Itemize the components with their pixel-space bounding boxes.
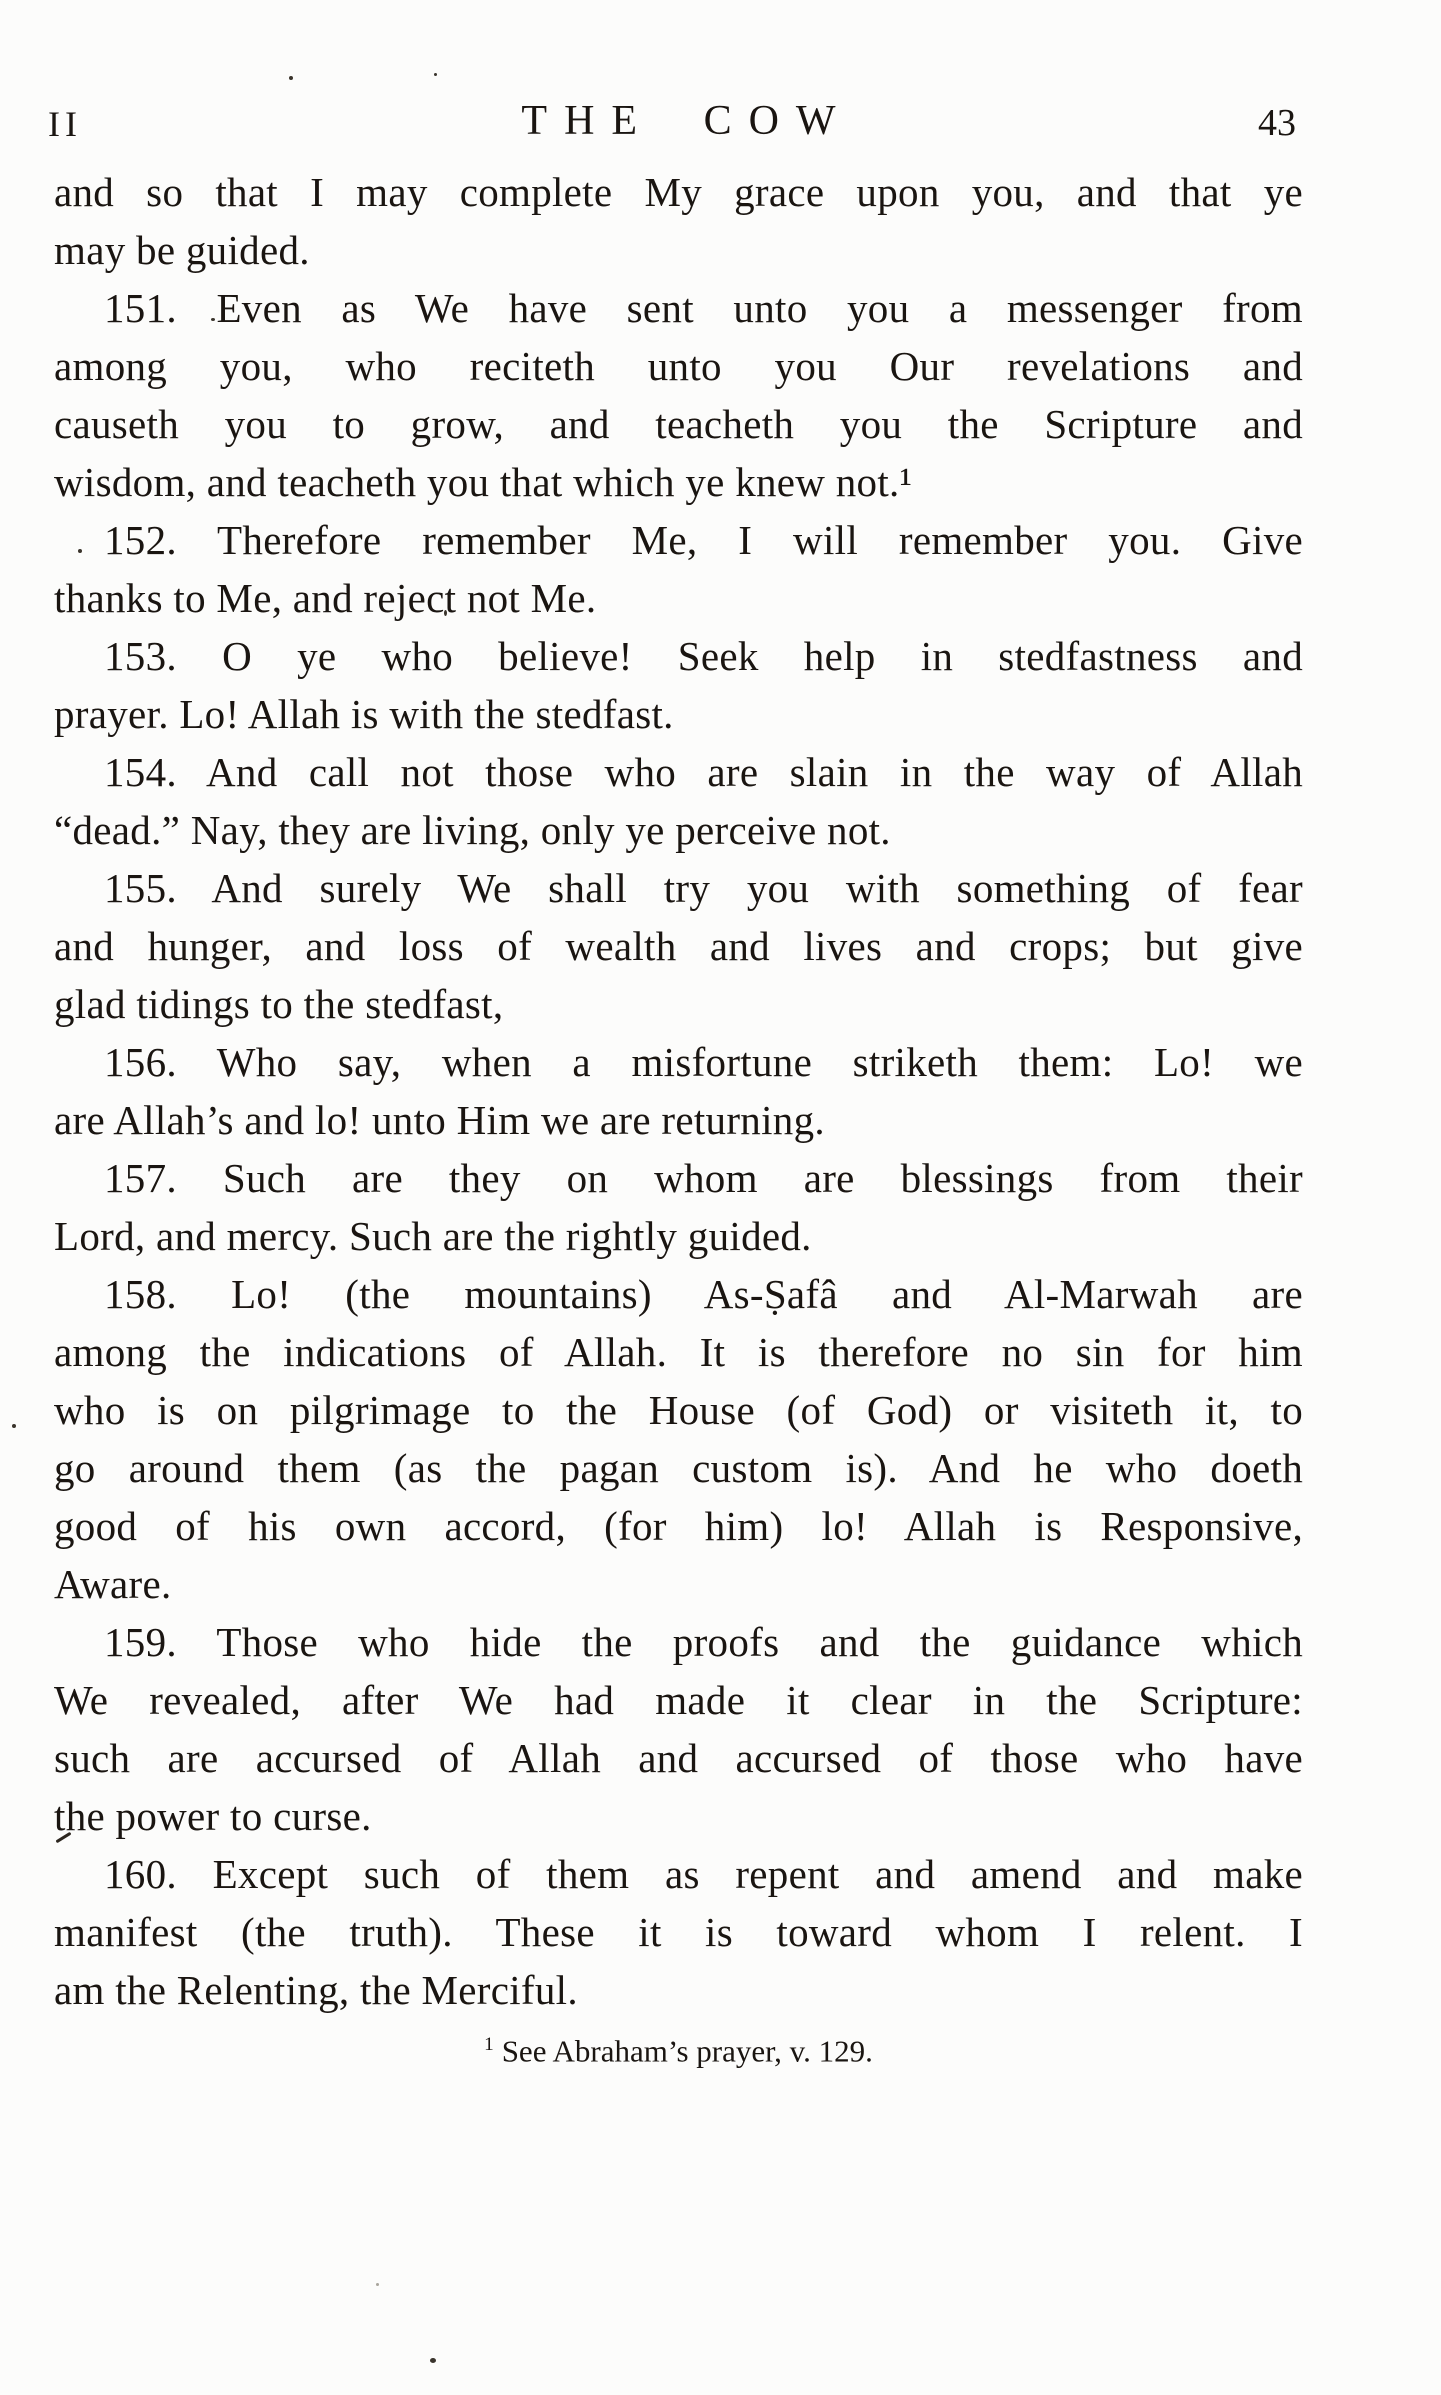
verse-154 (54, 743, 1303, 859)
footnote-marker: 1 (484, 2034, 494, 2055)
text-line: 152. Therefore remember Me, I will remember you. Give (104, 517, 1303, 563)
footnote-text: See Abraham’s prayer, v. 129. (501, 2033, 873, 2069)
text-line: are Allah’s and lo! unto Him we are returning. (54, 1097, 825, 1143)
page-header (48, 98, 1303, 144)
text-line: glad tidings to the stedfast, (54, 981, 504, 1027)
verse-158 (54, 1265, 1303, 1613)
surah-number: II (48, 104, 82, 144)
text-line: good of his own accord, (for him) lo! Allah is Responsive, (54, 1503, 1303, 1549)
text-line: among you, who reciteth unto you Our revelations and (54, 343, 1303, 389)
text-line: and hunger, and loss of wealth and lives and crops; but give (54, 923, 1303, 969)
text-line: may be guided. (54, 227, 310, 273)
text-line: who is on pilgrimage to the House (of God) or visiteth it, to (54, 1387, 1303, 1433)
footnote (54, 2025, 1303, 2071)
verse-160 (54, 1845, 1303, 2019)
text-line: am the Relenting, the Merciful. (54, 1967, 578, 2013)
text-line: prayer. Lo! Allah is with the stedfast. (54, 691, 674, 737)
text-line: Aware. (54, 1561, 172, 1607)
text-line: the power to curse. (54, 1793, 372, 1839)
verse-156 (54, 1033, 1303, 1149)
scan-speck (289, 76, 293, 80)
scan-speck (376, 2283, 379, 2286)
verse-151 (54, 279, 1303, 511)
text-line: 154. And call not those who are slain in the way of Allah (104, 749, 1303, 795)
scan-speck (12, 1424, 16, 1428)
verse-152 (54, 511, 1303, 627)
text-line: thanks to Me, and reject not Me. (54, 575, 597, 621)
text-line: Lord, and mercy. Such are the rightly guided. (54, 1213, 812, 1259)
text-line: 153. O ye who believe! Seek help in stedfastness and (104, 633, 1303, 679)
verse-150-continuation (54, 163, 1303, 279)
verse-paragraphs (54, 163, 1303, 2019)
text-line: wisdom, and teacheth you that which ye knew not.¹ (54, 459, 913, 505)
text-line: 158. Lo! (the mountains) As-Ṣafâ and Al-Marwah are (104, 1271, 1303, 1317)
verse-155 (54, 859, 1303, 1033)
text-line: such are accursed of Allah and accursed of those who have (54, 1735, 1303, 1781)
text-line: causeth you to grow, and teacheth you the Scripture and (54, 401, 1303, 447)
scan-speck (434, 73, 437, 76)
text-line: 156. Who say, when a misfortune striketh them: Lo! we (104, 1039, 1303, 1085)
text-line: go around them (as the pagan custom is). And he who doeth (54, 1445, 1303, 1491)
text-line: 159. Those who hide the proofs and the guidance which (104, 1619, 1303, 1665)
page-title: THE COW (521, 98, 853, 144)
text-line: 160. Except such of them as repent and amend and make (104, 1851, 1303, 1897)
text-line: 157. Such are they on whom are blessings from their (104, 1155, 1303, 1201)
text-line: We revealed, after We had made it clear in the Scripture: (54, 1677, 1303, 1723)
text-line: 155. And surely We shall try you with something of fear (104, 865, 1303, 911)
text-line: and so that I may complete My grace upon you, and that ye (54, 169, 1303, 215)
page-number: 43 (1258, 102, 1296, 144)
verse-157 (54, 1149, 1303, 1265)
text-line: “dead.” Nay, they are living, only ye perceive not. (54, 807, 891, 853)
verse-153 (54, 627, 1303, 743)
verse-159 (54, 1613, 1303, 1845)
scan-speck (430, 2358, 436, 2363)
text-line: among the indications of Allah. It is therefore no sin for him (54, 1329, 1303, 1375)
text-line: 151. Even as We have sent unto you a messenger from (104, 285, 1303, 331)
text-line: manifest (the truth). These it is toward whom I relent. I (54, 1909, 1303, 1955)
